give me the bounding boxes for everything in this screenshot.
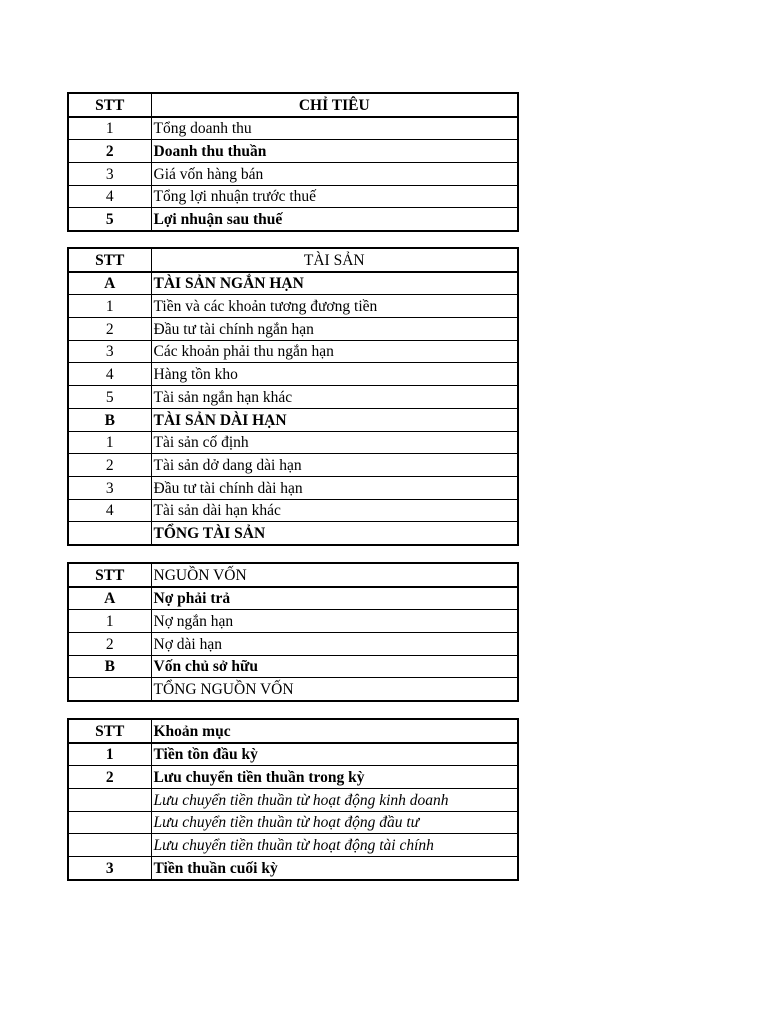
- table-row: [68, 117, 518, 140]
- income-table: [67, 92, 519, 232]
- item-cell: Tổng lợi nhuận trước thuế: [151, 185, 518, 208]
- item-cell: Tài sản dài hạn khác: [151, 499, 518, 522]
- table-header-row: [68, 719, 518, 743]
- item-cell: Lưu chuyển tiền thuần trong kỳ: [151, 766, 518, 789]
- table-row: [68, 678, 518, 701]
- stt-cell: 2: [68, 140, 151, 163]
- item-cell: TÀI SẢN NGẮN HẠN: [151, 272, 518, 295]
- stt-cell: 3: [68, 340, 151, 363]
- stt-cell: A: [68, 272, 151, 295]
- stt-cell: [68, 789, 151, 812]
- table-header-row: [68, 93, 518, 117]
- item-header: Khoản mục: [151, 719, 518, 743]
- item-cell: TỔNG NGUỒN VỐN: [151, 678, 518, 701]
- table-row: [68, 340, 518, 363]
- table-row: [68, 499, 518, 522]
- table-row: [68, 522, 518, 545]
- stt-cell: 4: [68, 499, 151, 522]
- item-cell: Lưu chuyển tiền thuần từ hoạt động kinh doanh: [151, 789, 518, 812]
- item-cell: TÀI SẢN DÀI HẠN: [151, 408, 518, 431]
- stt-cell: [68, 678, 151, 701]
- stt-cell: 5: [68, 208, 151, 231]
- stt-cell: 2: [68, 318, 151, 341]
- table-row: [68, 272, 518, 295]
- stt-cell: [68, 834, 151, 857]
- table-header-row: [68, 563, 518, 587]
- stt-cell: [68, 522, 151, 545]
- stt-cell: [68, 811, 151, 834]
- table-row: [68, 633, 518, 656]
- stt-cell: 2: [68, 454, 151, 477]
- table-row: [68, 834, 518, 857]
- table-row: [68, 318, 518, 341]
- item-cell: Nợ dài hạn: [151, 633, 518, 656]
- stt-cell: B: [68, 408, 151, 431]
- table-row: [68, 743, 518, 766]
- item-cell: Tổng doanh thu: [151, 117, 518, 140]
- stt-header: STT: [68, 563, 151, 587]
- stt-header: STT: [68, 719, 151, 743]
- item-cell: Đầu tư tài chính ngắn hạn: [151, 318, 518, 341]
- stt-cell: A: [68, 587, 151, 610]
- item-cell: Nợ phải trả: [151, 587, 518, 610]
- item-cell: Các khoản phải thu ngắn hạn: [151, 340, 518, 363]
- item-cell: TỔNG TÀI SẢN: [151, 522, 518, 545]
- cashflow-table: [67, 718, 519, 881]
- table-row: [68, 857, 518, 880]
- item-cell: Tiền thuần cuối kỳ: [151, 857, 518, 880]
- table-row: [68, 811, 518, 834]
- item-cell: Lợi nhuận sau thuế: [151, 208, 518, 231]
- table-row: [68, 408, 518, 431]
- table-row: [68, 163, 518, 186]
- table-row: [68, 363, 518, 386]
- stt-cell: 5: [68, 386, 151, 409]
- table-row: [68, 386, 518, 409]
- assets-table: [67, 247, 519, 546]
- stt-cell: 2: [68, 633, 151, 656]
- stt-cell: 3: [68, 857, 151, 880]
- item-cell: Lưu chuyển tiền thuần từ hoạt động đầu tư: [151, 811, 518, 834]
- stt-cell: 1: [68, 610, 151, 633]
- table-row: [68, 587, 518, 610]
- stt-cell: 1: [68, 743, 151, 766]
- item-cell: Tài sản cố định: [151, 431, 518, 454]
- stt-cell: 2: [68, 766, 151, 789]
- item-cell: Tiền và các khoản tương đương tiền: [151, 295, 518, 318]
- stt-cell: 1: [68, 431, 151, 454]
- table-row: [68, 295, 518, 318]
- table-row: [68, 185, 518, 208]
- stt-header: STT: [68, 248, 151, 272]
- table-row: [68, 454, 518, 477]
- stt-cell: 3: [68, 476, 151, 499]
- item-cell: Tiền tồn đầu kỳ: [151, 743, 518, 766]
- stt-cell: 4: [68, 185, 151, 208]
- table-row: [68, 610, 518, 633]
- table-row: [68, 766, 518, 789]
- stt-cell: 1: [68, 117, 151, 140]
- item-cell: Hàng tồn kho: [151, 363, 518, 386]
- table-row: [68, 140, 518, 163]
- table-row: [68, 476, 518, 499]
- item-cell: Lưu chuyển tiền thuần từ hoạt động tài chính: [151, 834, 518, 857]
- stt-cell: 1: [68, 295, 151, 318]
- table-row: [68, 208, 518, 231]
- item-header: NGUỒN VỐN: [151, 563, 518, 587]
- item-cell: Tài sản dở dang dài hạn: [151, 454, 518, 477]
- stt-header: STT: [68, 93, 151, 117]
- table-row: [68, 655, 518, 678]
- item-cell: Doanh thu thuần: [151, 140, 518, 163]
- item-cell: Vốn chủ sở hữu: [151, 655, 518, 678]
- item-cell: Giá vốn hàng bán: [151, 163, 518, 186]
- stt-cell: 3: [68, 163, 151, 186]
- table-header-row: [68, 248, 518, 272]
- item-cell: Tài sản ngắn hạn khác: [151, 386, 518, 409]
- item-cell: Đầu tư tài chính dài hạn: [151, 476, 518, 499]
- stt-cell: 4: [68, 363, 151, 386]
- item-header: TÀI SẢN: [151, 248, 518, 272]
- table-row: [68, 789, 518, 812]
- item-cell: Nợ ngắn hạn: [151, 610, 518, 633]
- capital-table: [67, 562, 519, 702]
- stt-cell: B: [68, 655, 151, 678]
- item-header: CHỈ TIÊU: [151, 93, 518, 117]
- table-row: [68, 431, 518, 454]
